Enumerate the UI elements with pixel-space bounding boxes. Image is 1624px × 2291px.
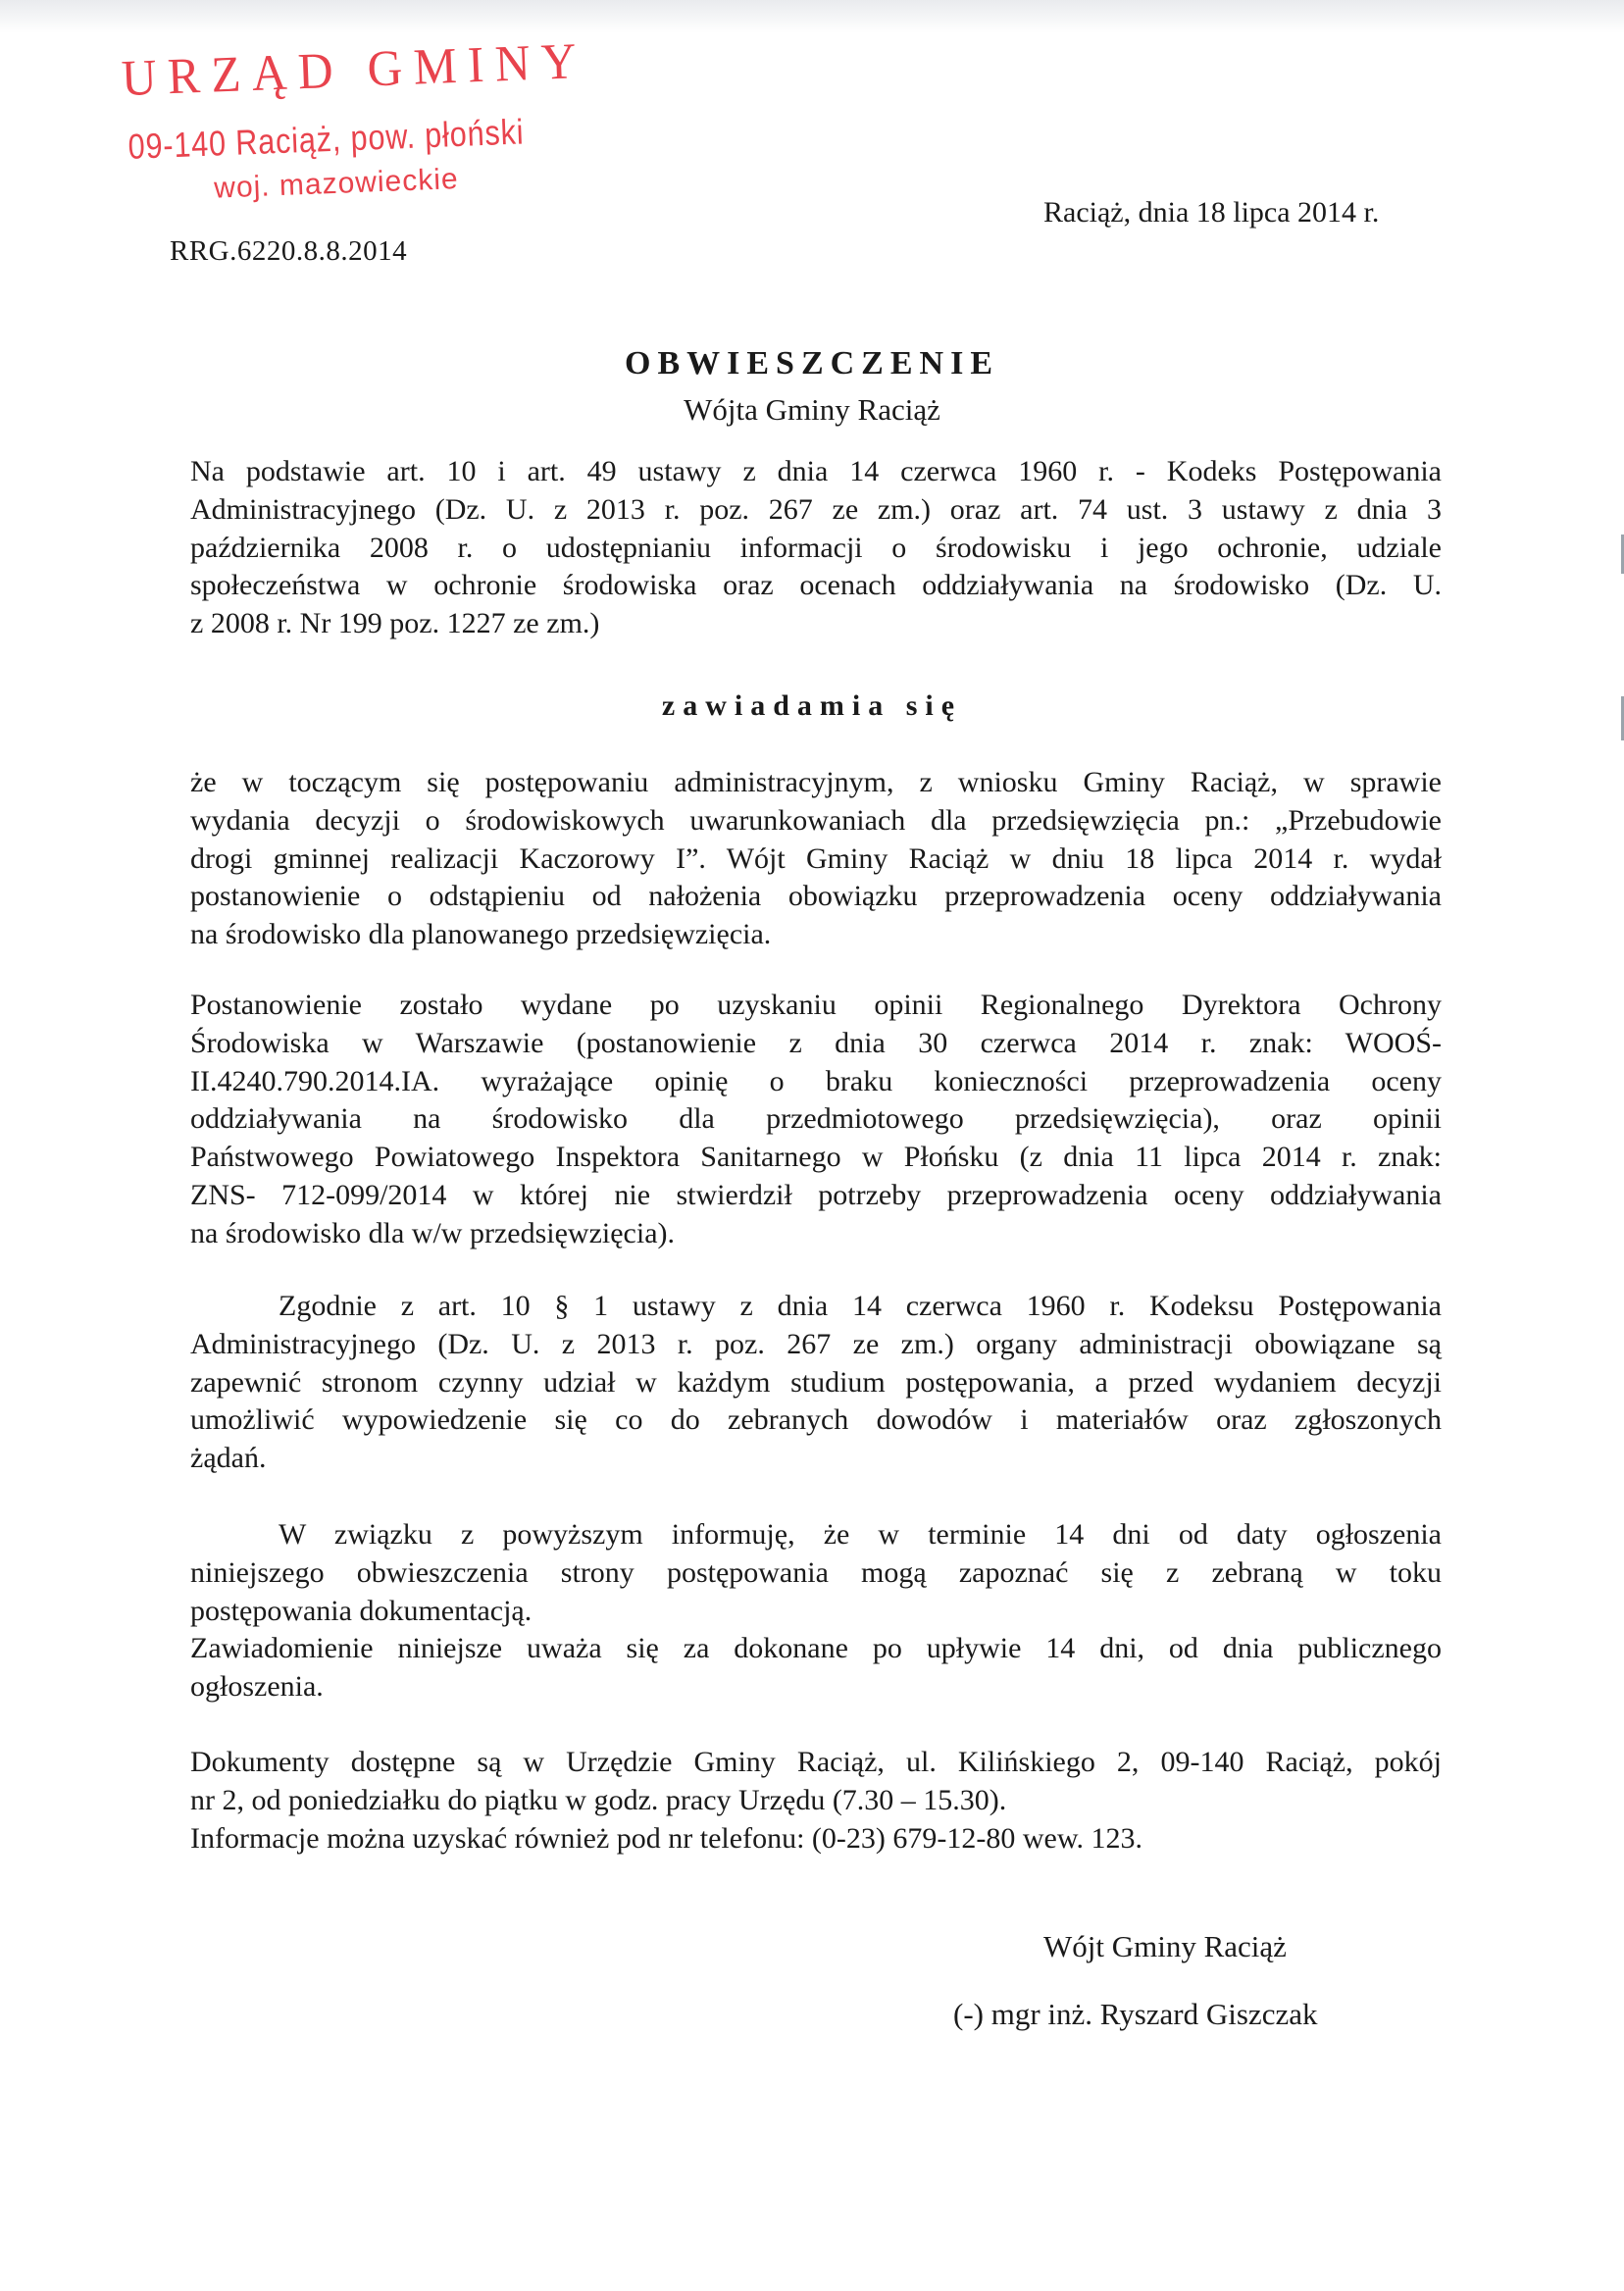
text-line: na środowisko dla planowanego przedsięwzięcia. xyxy=(190,918,772,951)
text-line: Zawiadomienie niniejsze uważa się za dokonane po upływie 14 dni, od dnia publicznego xyxy=(190,1632,1442,1664)
text-line: Na podstawie art. 10 i art. 49 ustawy z dnia 14 czerwca 1960 r. - Kodeks Postępowania xyxy=(190,455,1442,487)
rights-paragraph xyxy=(190,1288,1442,1478)
stamp-line-address: 09-140 Raciąż, pow. płoński xyxy=(127,111,526,167)
text-line: Administracyjnego (Dz. U. z 2013 r. poz. 267 ze zm.) organy administracji obowiązane są xyxy=(190,1327,1442,1360)
text-line: postanowienie o odstąpieniu od nałożenia obowiązku przeprowadzenia oceny oddziaływania xyxy=(190,880,1442,913)
document-title: OBWIESZCZENIE xyxy=(625,345,999,382)
text-line: nr 2, od poniedziałku do piątku w godz. pracy Urzędu (7.30 – 15.30). xyxy=(190,1783,1007,1816)
text-line: Środowiska w Warszawie (postanowienie z dnia 30 czerwca 2014 r. znak: WOOŚ- xyxy=(190,1026,1442,1059)
text-line: na środowisko dla w/w przedsięwzięcia). xyxy=(190,1216,676,1249)
text-line: oddziaływania na środowisko dla przedmiotowego przedsięwzięcia), oraz opinii xyxy=(190,1102,1442,1136)
text-line: że w toczącym się postępowaniu administracyjnym, z wniosku Gminy Raciąż, w sprawie xyxy=(190,766,1442,798)
document-subtitle: Wójta Gminy Raciąż xyxy=(684,392,940,427)
text-line: niniejszego obwieszczenia strony postępowania mogą zapoznać się z zebraną w toku xyxy=(190,1555,1442,1589)
text-line: zapewnić stronom czynny udział w każdym studium postępowania, a przed wydaniem decyzji xyxy=(190,1365,1442,1399)
text-line: W związku z powyższym informuję, że w terminie 14 dni od daty ogłoszenia xyxy=(279,1518,1442,1551)
document-date: Raciąż, dnia 18 lipca 2014 r. xyxy=(1043,196,1380,229)
opinions-paragraph xyxy=(190,987,1442,1253)
scan-top-shadow xyxy=(0,0,1624,33)
inspection-paragraph xyxy=(190,1516,1442,1630)
stamp-line-office: URZĄD GMINY xyxy=(120,32,589,108)
text-line: Dokumenty dostępne są w Urzędzie Gminy Raciąż, ul. Kilińskiego 2, 09-140 Raciąż, pokój xyxy=(190,1746,1442,1778)
stamp-line-region: woj. mazowieckie xyxy=(213,163,460,205)
text-line: umożliwić wypowiedzenie się co do zebranych dowodów i materiałów oraz zgłoszonych xyxy=(190,1403,1442,1437)
text-line: wydania decyzji o środowiskowych uwarunkowaniach dla przedsięwzięcia pn.: „Przebudowie xyxy=(190,803,1442,837)
notice-heading: zawiadamia się xyxy=(661,689,963,722)
text-line: II.4240.790.2014.IA. wyrażające opinię o braku konieczności przeprowadzenia oceny xyxy=(190,1064,1442,1097)
text-line: społeczeństwa w ochronie środowiska oraz ocenach oddziaływania na środowisko (Dz. U. xyxy=(190,569,1442,602)
contact-paragraph xyxy=(190,1744,1442,1858)
text-line: Postanowienie zostało wydane po uzyskaniu opinii Regionalnego Dyrektora Ochrony xyxy=(190,989,1442,1021)
signature-title: Wójt Gminy Raciąż xyxy=(1043,1929,1287,1963)
text-line: z 2008 r. Nr 199 poz. 1227 ze zm.) xyxy=(190,607,600,640)
text-line: Informacje można uzyskać również pod nr telefonu: (0-23) 679-12-80 wew. 123. xyxy=(190,1821,1143,1855)
text-line: drogi gminnej realizacji Kaczorowy I”. Wójt Gminy Raciąż w dniu 18 lipca 2014 r. wydał xyxy=(190,841,1442,875)
text-line: Państwowego Powiatowego Inspektora Sanitarnego w Płońsku (z dnia 11 lipca 2014 r. znak: xyxy=(190,1141,1442,1174)
reference-number: RRG.6220.8.8.2014 xyxy=(170,235,408,267)
notification-paragraph xyxy=(190,1630,1442,1706)
text-line: postępowania dokumentacją. xyxy=(190,1594,533,1627)
text-line: Zgodnie z art. 10 § 1 ustawy z dnia 14 czerwca 1960 r. Kodeksu Postępowania xyxy=(279,1290,1442,1322)
text-line: żądań. xyxy=(190,1442,267,1475)
text-line: października 2008 r. o udostępnianiu informacji o środowisku i jego ochronie, udziale xyxy=(190,531,1442,564)
text-line: Administracyjnego (Dz. U. z 2013 r. poz. 267 ze zm.) oraz art. 74 ust. 3 ustawy z dnia 3 xyxy=(190,492,1442,526)
decision-paragraph xyxy=(190,764,1442,954)
signature-name: (-) mgr inż. Ryszard Giszczak xyxy=(953,1997,1318,2031)
legal-basis-paragraph xyxy=(190,453,1442,643)
text-line: ZNS- 712-099/2014 w której nie stwierdził potrzeby przeprowadzenia oceny oddziaływania xyxy=(190,1178,1442,1211)
text-line: ogłoszenia. xyxy=(190,1669,324,1703)
